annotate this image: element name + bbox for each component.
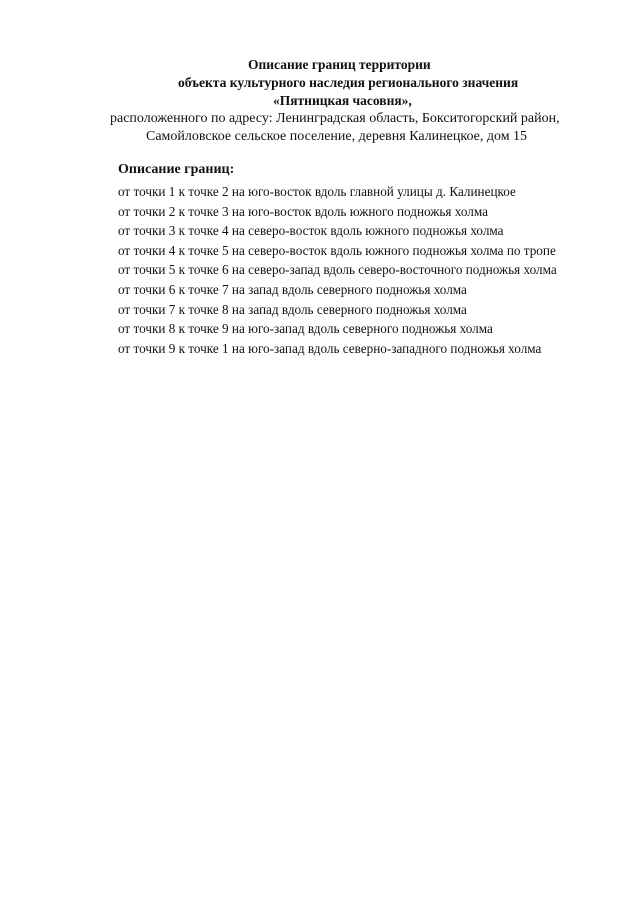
boundary-segment: от точки 9 к точке 1 на юго-запад вдоль северно-западного подножья холма [118,340,542,356]
boundary-segment: от точки 3 к точке 4 на северо-восток вдоль южного подножья холма [118,223,504,239]
boundary-segment: от точки 2 к точке 3 на юго-восток вдоль южного подножья холма [118,203,488,219]
document-title-line-1: Описание границ территории [248,57,431,72]
boundary-segment: от точки 1 к точке 2 на юго-восток вдоль главной улицы д. Калинецкое [118,184,516,199]
boundaries-section [118,161,638,358]
boundary-segment: от точки 4 к точке 5 на северо-восток вдоль южного подножья холма по тропе [118,242,556,258]
boundary-segment: от точки 7 к точке 8 на запад вдоль северного подножья холма [118,301,467,317]
boundary-segment: от точки 5 к точке 6 на северо-запад вдоль северо-восточного подножья холма [118,262,557,278]
boundaries-heading: Описание границ: [118,162,235,177]
document-title-line-2: объекта культурного наследия регионального значения [178,75,519,90]
document-title-line-3: «Пятницкая часовня», [273,93,412,108]
address-line-2: Самойловское сельское поселение, деревня Калинецкое, дом 15 [146,129,528,144]
boundary-segment: от точки 8 к точке 9 на юго-запад вдоль северного подножья холма [118,321,493,337]
document-header [0,56,640,146]
boundary-segment: от точки 6 к точке 7 на запад вдоль северного подножья холма [118,281,467,297]
boundary-segment-list [118,182,638,358]
address-line-1: расположенного по адресу: Ленинградская область, Бокситогорский район, [110,111,560,126]
